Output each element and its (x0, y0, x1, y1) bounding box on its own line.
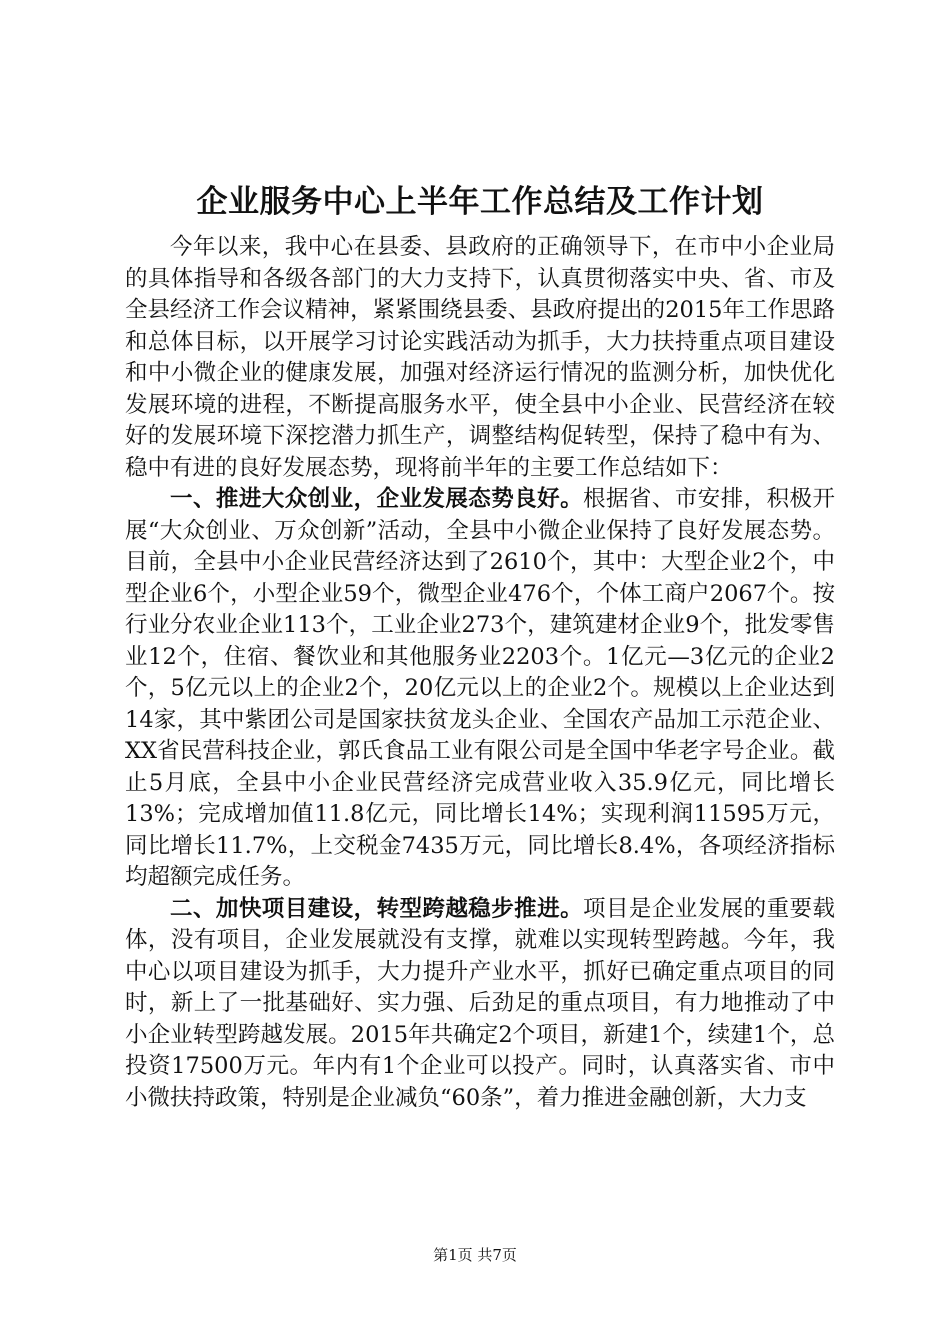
section-heading: 二、加快项目建设，转型跨越稳步推进。 (170, 895, 584, 922)
document-page (125, 180, 835, 1114)
paragraph-intro (125, 232, 835, 484)
paragraph-text: 项目是企业发展的重要载体，没有项目，企业发展就没有支撑，就难以实现转型跨越。今年，我中心以项目建设为抓手，大力提升产业水平，抓好已确定重点项目的同时，新上了一批基础好、实力强、后劲足的重点项目，有力地推动了中小企业转型跨越发展。2015年共确定2个项目，新建1个，续建1个，总投资17500万元。年内有1个企业可以投产。同时，认真落实省、市中小微扶持政策，特别是企业减负“60条”，着力推进金融创新，大力支 (125, 895, 835, 1111)
document-title: 企业服务中心上半年工作总结及工作计划 (196, 184, 764, 220)
section-heading: 一、推进大众创业，企业发展态势良好。 (170, 486, 584, 512)
page-number-footer: 第1页 共7页 (433, 1246, 517, 1264)
paragraph-text: 今年以来，我中心在县委、县政府的正确领导下，在市中小企业局的具体指导和各级各部门的大力支持下，认真贯彻落实中央、省、市及全县经济工作会议精神，紧紧围绕县委、县政府提出的2015年工作思路和总体目标，以开展学习讨论实践活动为抓手，大力扶持重点项目建设和中小微企业的健康发展，加强对经济运行情况的监测分析，加快优化发展环境的进程，不断提高服务水平，使全县中小企业、民营经济在较好的发展环境下深挖潜力抓生产，调整结构促转型，保持了稳中有为、稳中有进的良好发展态势，现将前半年的主要工作总结如下： (125, 234, 835, 481)
paragraph-text: 根据省、市安排，积极开展“大众创业、万众创新”活动，全县中小微企业保持了良好发展态势。目前，全县中小企业民营经济达到了2610个，其中：大型企业2个，中型企业6个，小型企业59个，微型企业476个，个体工商户2067个。按行业分农业企业113个，工业企业273个，建筑建材企业9个，批发零售业12个，住宿、餐饮业和其他服务业2203个。1亿元—3亿元的企业2个，5亿元以上的企业2个，20亿元以上的企业2个。规模以上企业达到14家，其中紫团公司是国家扶贫龙头企业、全国农产品加工示范企业、XX省民营科技企业，郭氏食品工业有限公司是全国中华老字号企业。截止5月底，全县中小企业民营经济完成营业收入35.9亿元，同比增长13%；完成增加值11.8亿元，同比增长14%；实现利润11595万元，同比增长11.7%，上交税金7435万元，同比增长8.4%，各项经济指标均超额完成任务。 (125, 486, 835, 890)
paragraph-section-two (125, 894, 835, 1115)
paragraph-section-one (125, 484, 835, 894)
